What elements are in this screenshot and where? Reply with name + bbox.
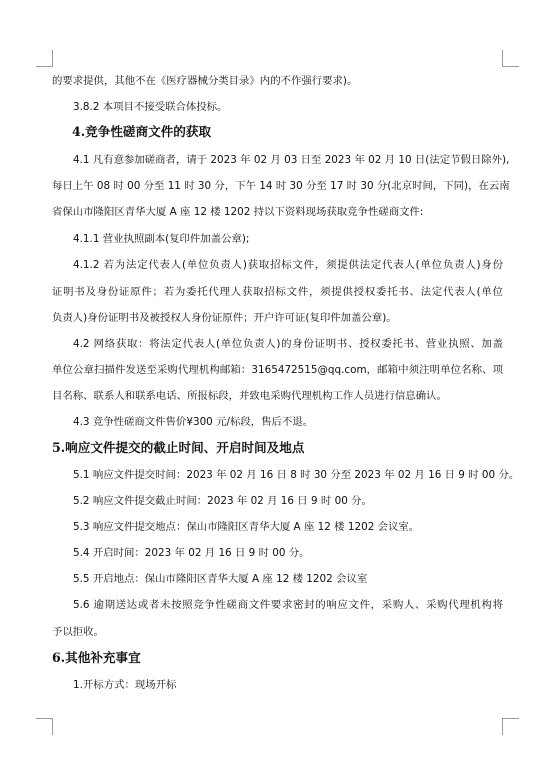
paragraph-line: 单位公章扫描件发送至采购代理机构邮箱：3165472515@qq.com，邮箱中须注明单位名称、项 — [52, 364, 503, 376]
paragraph-line: 5.4 开启时间：2023 年 02 月 16 日 9 时 00 分。 — [73, 547, 310, 559]
paragraph-line: 5.3 响应文件提交地点：保山市隆阳区青华大厦 A 座 12 楼 1202 会议室。 — [73, 521, 420, 533]
crop-mark-bottom-left — [36, 718, 53, 735]
crop-mark-top-right — [502, 50, 519, 67]
crop-mark-top-left — [36, 50, 53, 67]
paragraph-line: 4.2 网络获取：将法定代表人(单位负责人)的身份证明书、授权委托书、营业执照、加盖 — [73, 338, 503, 350]
paragraph-line: 予以拒收。 — [52, 626, 104, 638]
paragraph-line: 5.2 响应文件提交截止时间：2023 年 02 月 16 日 9 时 00 分。 — [73, 495, 372, 507]
crop-mark-bottom-right — [502, 718, 519, 735]
paragraph-line: 4.3 竞争性磋商文件售价¥300 元/标段，售后不退。 — [73, 416, 314, 428]
section-heading-5: 5.响应文件提交的截止时间、开启时间及地点 — [52, 440, 305, 455]
paragraph-line: 目名称、联系人和联系电话、所报标段，并致电采购代理机构工作人员进行信息确认。 — [52, 390, 447, 402]
paragraph-line: 3.8.2 本项目不接受联合体投标。 — [73, 101, 228, 113]
section-heading-4: 4.竞争性磋商文件的获取 — [72, 124, 212, 139]
paragraph-line: 证明书及身份证原件；若为委托代理人获取招标文件，须提供授权委托书、法定代表人(单位 — [52, 286, 503, 298]
paragraph-line: 每日上午 08 时 00 分至 11 时 30 分，下午 14 时 30 分至 17 时 30 分(北京时间，下同)，在云南 — [52, 180, 510, 192]
paragraph-line: 的要求提供，其他不在《医疗器械分类目录》内的不作强行要求)。 — [52, 75, 358, 87]
paragraph-line: 4.1 凡有意参加磋商者，请于 2023 年 02 月 03 日至 2023 年 02 月 10 日(法定节假日除外), — [73, 154, 510, 166]
paragraph-line: 4.1.2 若为法定代表人(单位负责人)获取招标文件，须提供法定代表人(单位负责人)身份 — [73, 259, 503, 271]
paragraph-line: 5.6 逾期送达或者未按照竞争性磋商文件要求密封的响应文件，采购人、采购代理机构将 — [73, 599, 503, 611]
paragraph-line: 5.1 响应文件提交时间：2023 年 02 月 16 日 8 时 30 分至 2023 年 02 月 16 日 9 时 00 分。 — [73, 469, 520, 481]
paragraph-line: 4.1.1 营业执照副本(复印件加盖公章); — [73, 233, 250, 245]
paragraph-line: 省保山市隆阳区青华大厦 A 座 12 楼 1202 持以下资料现场获取竞争性磋商文件: — [52, 206, 424, 218]
paragraph-line: 1.开标方式：现场开标 — [73, 679, 177, 691]
section-heading-6: 6.其他补充事宜 — [52, 650, 141, 665]
paragraph-line: 负责人)身份证明书及被授权人身份证原件；开户许可证(复印件加盖公章)。 — [52, 312, 397, 324]
paragraph-line: 5.5 开启地点：保山市隆阳区青华大厦 A 座 12 楼 1202 会议室 — [73, 573, 368, 585]
